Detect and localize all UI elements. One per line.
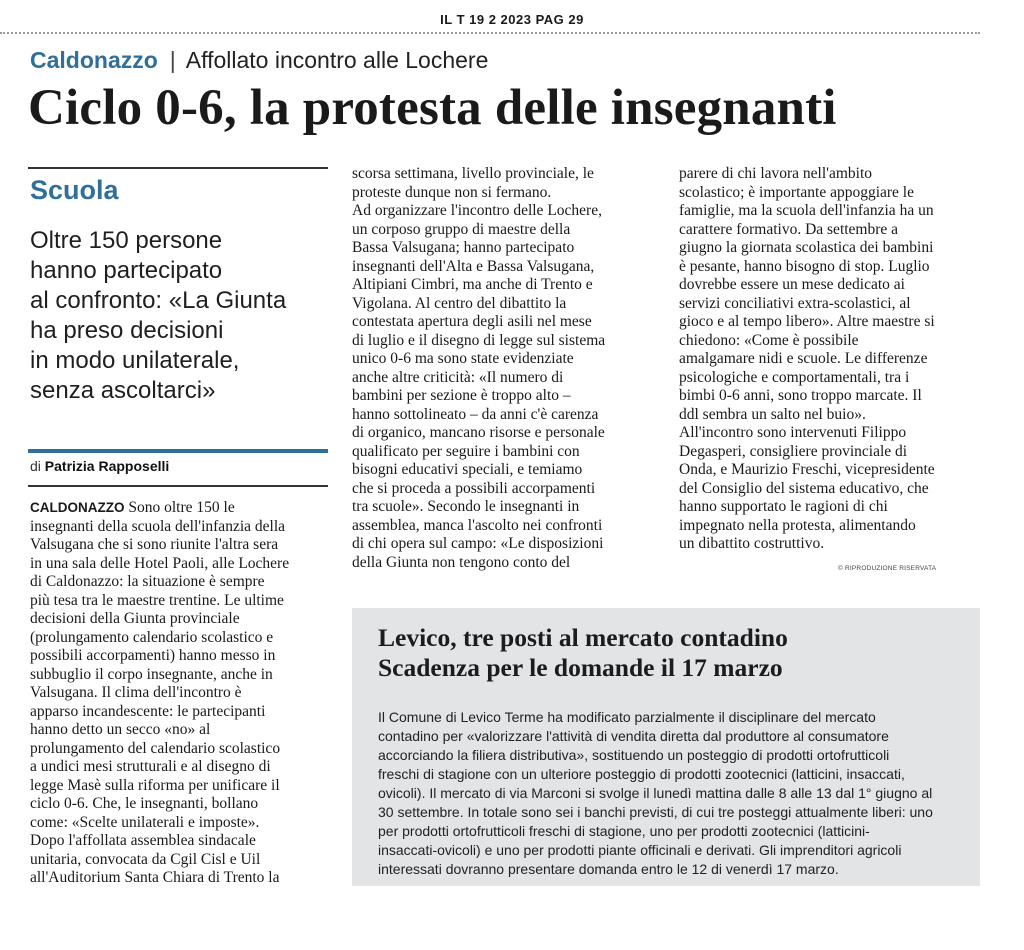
article-column-3 [679, 165, 935, 554]
summary [30, 226, 330, 406]
article-line: decisioni della Giunta provinciale [30, 610, 240, 627]
article-line: chiedono: «Come è possibile [679, 331, 859, 349]
article-line: che si proceda a possibili accorpamenti [352, 479, 596, 497]
byline-bottom-rule [28, 485, 328, 487]
article-line: unitaria, convocata da Cgil Cisl e Uil [30, 850, 261, 868]
article-line: assemblea, manca l'ascolto nei confronti [352, 516, 603, 534]
article-line: Onda, e Maurizio Freschi, vicepresidente [679, 461, 935, 478]
article-line: bimbi 0-6 anni, sono troppo marcate. Il [679, 387, 922, 404]
article-line: impegnato nella protesta, alimentando [679, 516, 916, 534]
summary-line: Oltre 150 persone [30, 227, 223, 254]
article-line: Altipiani Cimbri, ma anche di Trento e [352, 276, 593, 293]
article-line: insegnanti dell'Alta e Bassa Valsugana, [352, 257, 595, 275]
article-line: è pesante, hanno bisogno di stop. Luglio [679, 257, 930, 275]
article-line: di luglio e il disegno di legge sul sistema [352, 331, 606, 349]
article-line: come: «Scelte unilaterali e imposte». [30, 813, 260, 831]
article-line: subbuglio il corpo insegnante, anche in [30, 665, 273, 683]
article-line: più tesa tra le maestre trentine. Le ultime [30, 591, 284, 609]
article-line: carattere formativo. Da settembre a [679, 220, 899, 238]
article-line: di organico, mancano risorse e personale [352, 424, 605, 441]
article-line: Dopo l'affollata assemblea sindacale [30, 832, 256, 849]
kicker-location: Caldonazzo [30, 47, 158, 73]
article-line: apparso incandescente: le partecipanti [30, 702, 266, 720]
article-line: ddl sembra un salto nel buio». [679, 405, 866, 423]
kicker-separator: | [169, 47, 176, 73]
article-line: scorsa settimana, livello provinciale, le [352, 165, 594, 182]
article-line: Degasperi, consigliere provinciale di [679, 442, 908, 460]
dateline: CALDONAZZO [30, 500, 125, 515]
article-line: proteste dunque non si fermano. [352, 183, 552, 201]
article-line: parere di chi lavora nell'ambito [679, 165, 873, 182]
article-line: un dibattito costruttivo. [679, 535, 825, 552]
box-body-line: 30 settembre. In totale sono sei i banchi previsti, di cui tre posteggi attualmente liberi: uno [378, 804, 933, 820]
article-line: insegnanti della scuola dell'infanzia della [30, 517, 286, 535]
article-line: di Caldonazzo: la situazione è sempre [30, 573, 265, 590]
article-line: scolastico; è importante appoggiare le [679, 183, 914, 201]
article-line: della Giunta non tengono conto del [352, 553, 571, 571]
byline-rule [28, 449, 328, 453]
box-body-line: accorciando la filiera distributiva», sostituendo un posteggio di prodotti ortofrutticoli [378, 747, 890, 763]
article-line: ciclo 0-6. Che, le insegnanti, bollano [30, 795, 259, 812]
box-body-line: freschi di stagione con un ulteriore posteggio di prodotti zootecnici (latticini, insaccati, [378, 766, 905, 782]
summary-line: in modo unilaterale, [30, 347, 240, 374]
article-line: psicologiche e comportamentali, tra i [679, 368, 910, 386]
box-body [378, 708, 933, 879]
box-body-line: ovicoli). Il mercato di via Marconi si svolge il lunedì mattina dalle 8 alle 13 dal 1° giugno al [378, 785, 933, 801]
article-line: bisogni educativi speciali, e temiamo [352, 461, 583, 478]
article-line: gioco e al tempo libero». Altre maestre si [679, 313, 935, 330]
article-line: famiglie, ma la scuola dell'infanzia ha un [679, 202, 934, 219]
article-line: Valsugana. Il clima dell'incontro è [30, 684, 242, 701]
article-line: tra scuole». Secondo le insegnanti in [352, 498, 580, 515]
box-title [378, 623, 788, 683]
article-line: giugno la giornata scolastica dei bambini [679, 239, 934, 256]
article-line: servizi conciliativi extra-scolastici, al [679, 294, 911, 312]
box-body-line: interessati dovranno presentare domanda entro le 12 di venerdì 17 marzo. [378, 861, 839, 877]
article-line: di chi opera sul campo: «Le disposizioni [352, 535, 604, 552]
article-line: del Consiglio del sistema educativo, che [679, 479, 929, 497]
summary-line: senza ascoltarci» [30, 377, 216, 404]
summary-line: hanno partecipato [30, 257, 223, 284]
article-line: prolungamento del calendario scolastico [30, 739, 281, 757]
article-line: qualificato per seguire i bambini con [352, 442, 580, 460]
article-line [30, 499, 289, 518]
box-body-line: per prodotti ortofrutticoli freschi di stagione, uno per prodotti zootecnici (latticini- [378, 823, 870, 839]
headline: Ciclo 0-6, la protesta delle insegnanti [28, 80, 837, 136]
page-source-header: IL T 19 2 2023 PAG 29 [440, 12, 584, 27]
article-line: Valsugana che si sono riunite l'altra sera [30, 536, 279, 553]
copyright-notice: © RIPRODUZIONE RISERVATA [838, 565, 937, 572]
byline-author: Patrizia Rapposelli [44, 458, 170, 474]
article-line: possibili accorpamenti) hanno messo in [30, 647, 276, 664]
dotted-divider [0, 32, 980, 34]
article-line: contestata apertura degli asili nel mese [352, 313, 592, 330]
kicker [30, 47, 488, 74]
byline [30, 458, 169, 474]
article-line: bambini per sezione è troppo alto – [352, 387, 571, 404]
summary-line: ha preso decisioni [30, 317, 224, 344]
article-line: hanno detto un secco «no» al [30, 721, 211, 738]
article-line: un corposo gruppo di maestre della [352, 220, 571, 238]
article-line: anche altre criticità: «Il numero di [352, 368, 564, 386]
article-line: a undici mesi strutturali e al disegno di [30, 758, 271, 775]
article-line: legge Masè sulla riforma per unificare il [30, 776, 280, 794]
article-line: unico 0-6 ma sono state evidenziate [352, 350, 574, 367]
article-line: (prolungamento calendario scolastico e [30, 628, 274, 646]
article-line: Vigolana. Al centro del dibattito la [352, 294, 567, 312]
section-label: Scuola [30, 175, 119, 205]
article-line: in una sala delle Hotel Paoli, alle Lochere [30, 554, 290, 572]
article-line: hanno supportato le ragioni di chi [679, 498, 888, 515]
article-line: dovrebbe essere un mese dedicato ai [679, 276, 905, 293]
byline-prefix: di [30, 458, 41, 474]
article-line: amalgamare nidi e scuole. Le differenze [679, 350, 928, 367]
article-line: hanno sottolineato – da anni c'è carenza [352, 405, 599, 423]
box-title-line: Levico, tre posti al mercato contadino [378, 623, 788, 652]
box-title-line: Scadenza per le domande il 17 marzo [378, 653, 783, 682]
summary-line: al confronto: «La Giunta [30, 287, 287, 314]
kicker-subtitle: Affollato incontro alle Lochere [185, 47, 489, 73]
box-body-line: Il Comune di Levico Terme ha modificato parzialmente il disciplinare del mercato [378, 709, 876, 725]
article-text: Sono oltre 150 le [128, 499, 235, 516]
section-top-rule [28, 167, 328, 169]
article-line: All'incontro sono intervenuti Filippo [679, 424, 907, 441]
article-line: all'Auditorium Santa Chiara di Trento la [30, 869, 280, 886]
box-body-line: insaccati-ovicoli) e uno per prodotti piante officinali e derivati. Gli imprenditori agricoli [378, 842, 902, 858]
article-column-2 [352, 165, 605, 572]
article-column-1 [30, 499, 289, 888]
article-line: Ad organizzare l'incontro delle Lochere, [352, 202, 602, 219]
article-line: Bassa Valsugana; hanno partecipato [352, 239, 575, 256]
box-body-line: contadino per «valorizzare l'attività di vendita diretta dal produttore al consumatore [378, 728, 889, 744]
